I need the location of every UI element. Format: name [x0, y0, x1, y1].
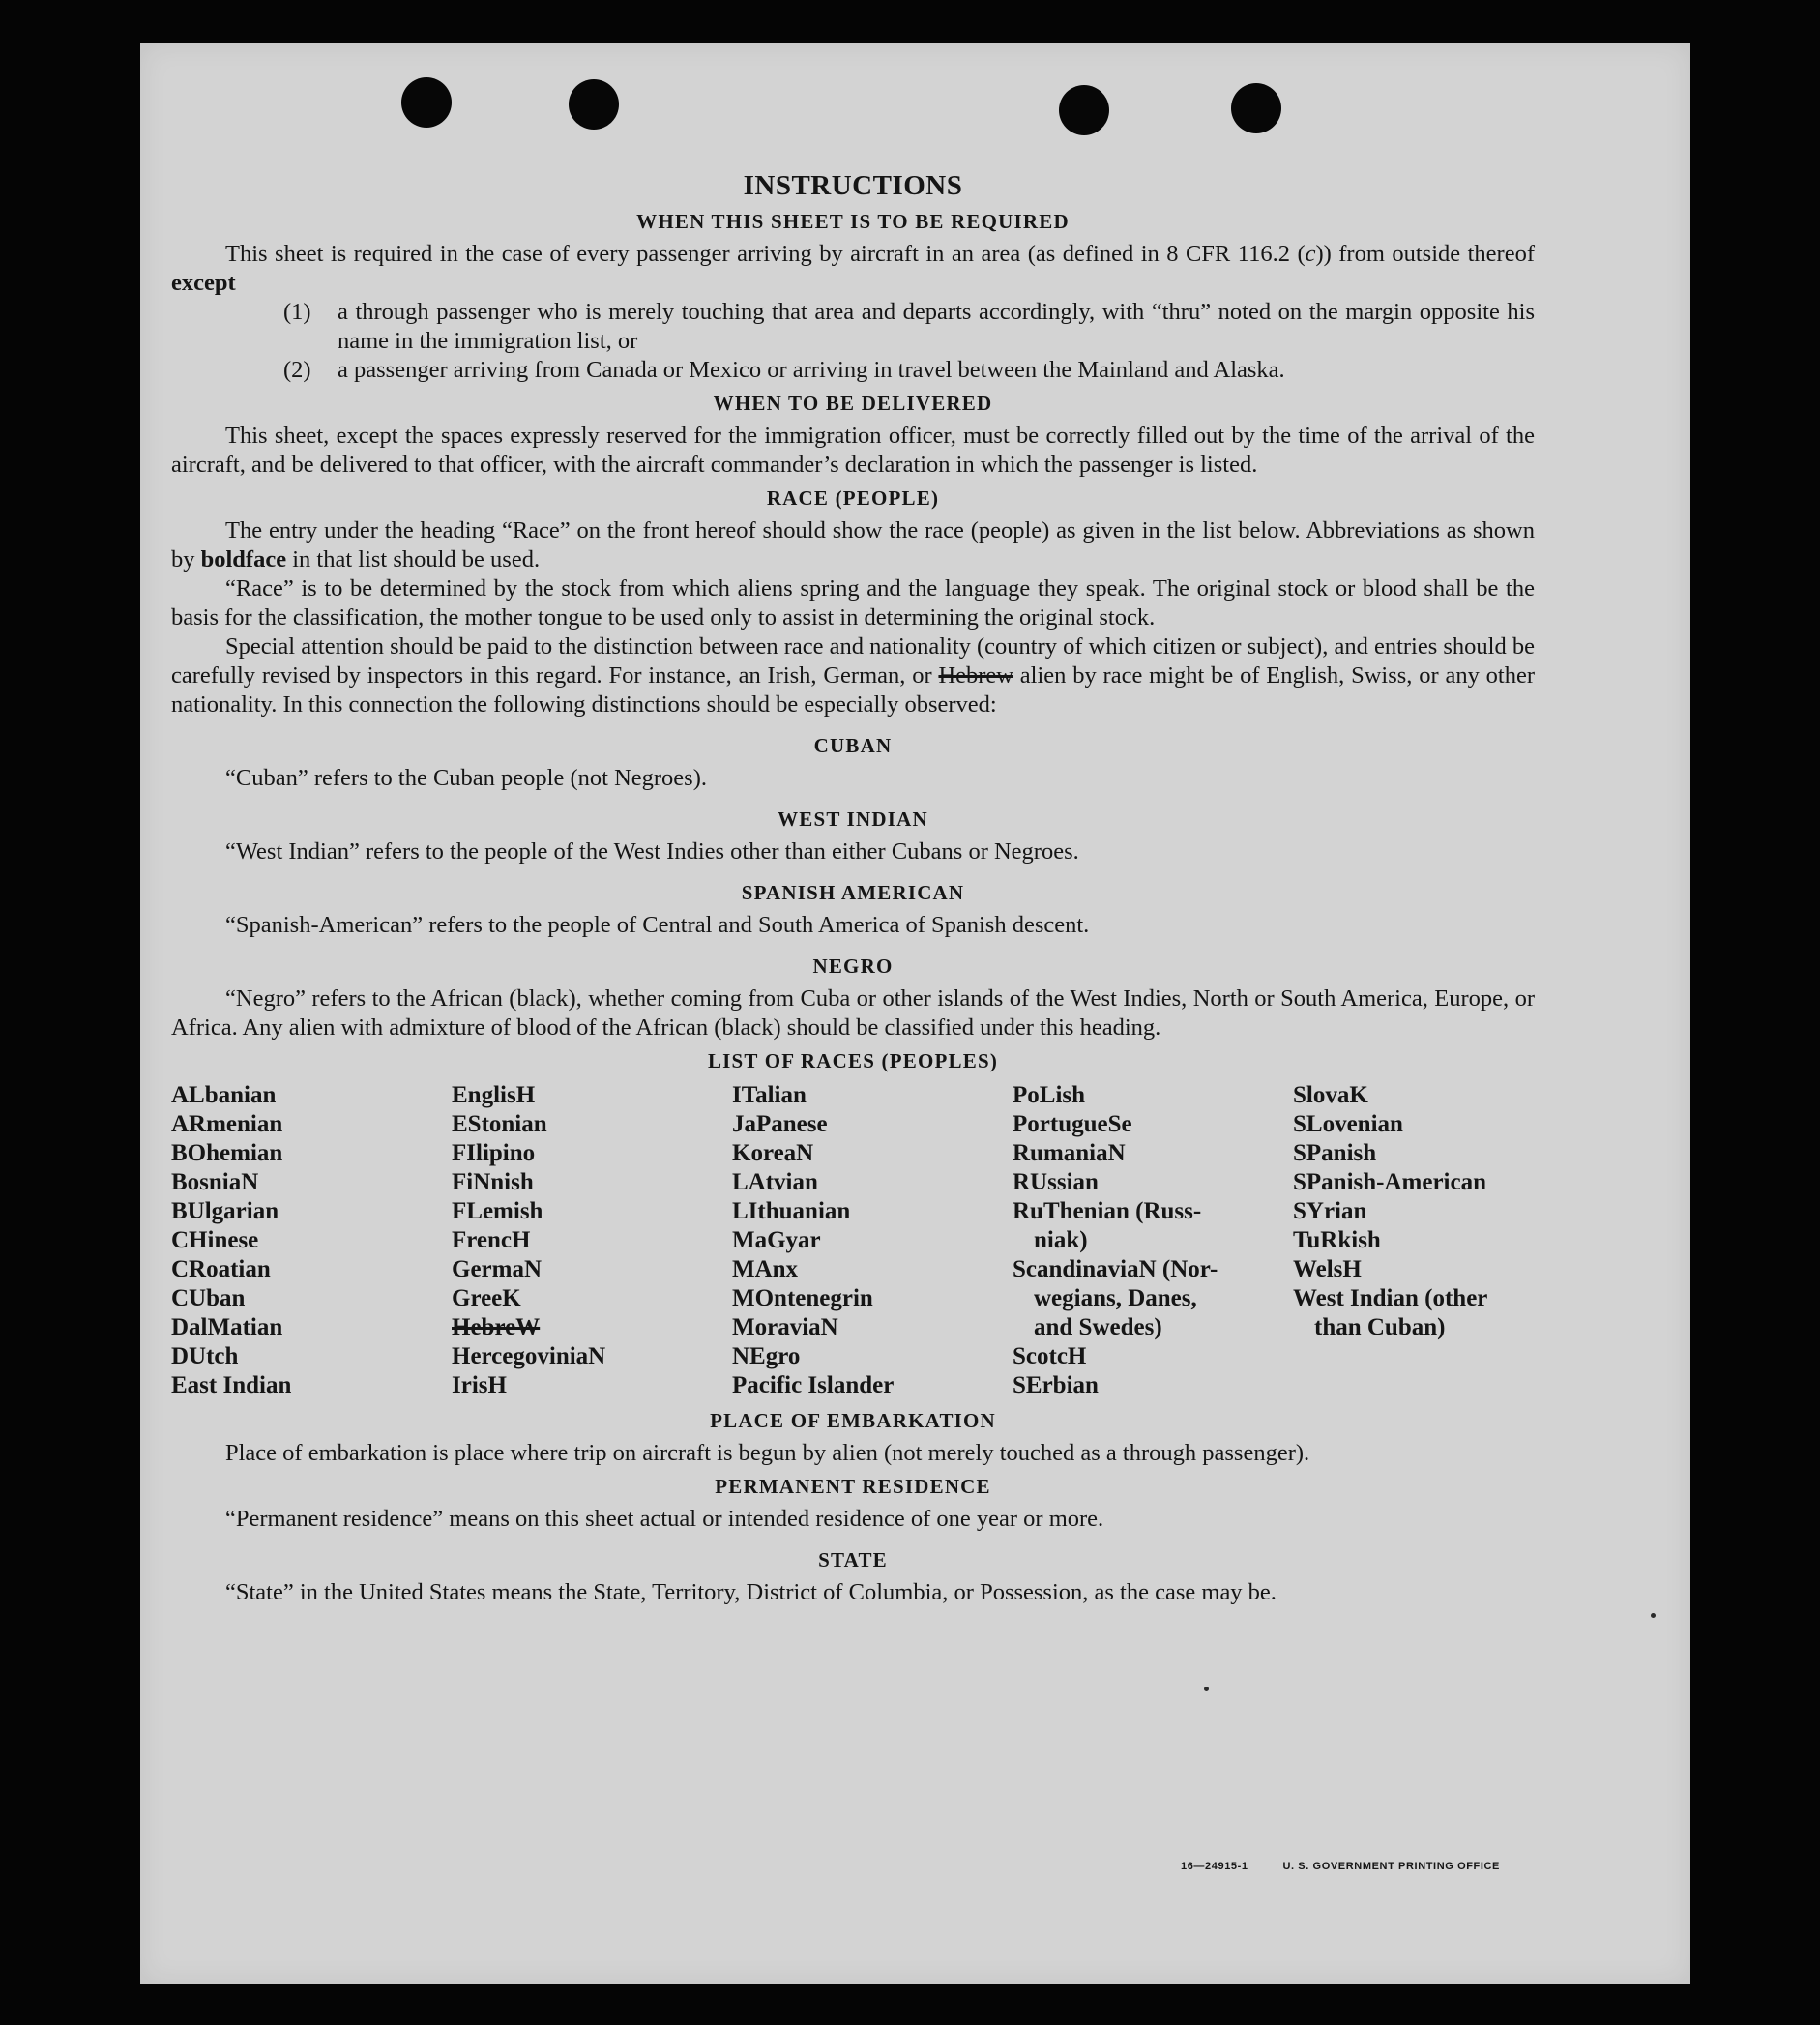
race-entry: PoLish [1013, 1082, 1086, 1108]
item-text: a through passenger who is merely touching that area and departs accordingly, with “thru” noted on the margin opposite his name in the immigration list, or [338, 299, 1535, 354]
race-entry: EnglisH [452, 1082, 536, 1108]
cuban-text: “Cuban” refers to the Cuban people (not Negroes). [225, 765, 707, 791]
race-entry: ScotcH [1013, 1343, 1087, 1369]
heading-spanish-american: SPANISH AMERICAN [741, 881, 965, 904]
printer-name: U. S. GOVERNMENT PRINTING OFFICE [1282, 1861, 1500, 1872]
race-entry: RUssian [1013, 1169, 1099, 1195]
race-entry: FLemish [452, 1198, 543, 1224]
heading-when-delivered: WHEN TO BE DELIVERED [713, 392, 993, 415]
west-indian-text: “West Indian” refers to the people of the West Indies other than either Cubans or Negroes. [225, 838, 1079, 865]
race-entry: CRoatian [171, 1256, 271, 1282]
item-number: (2) [283, 357, 311, 383]
spanish-american-text: “Spanish-American” refers to the people of Central and South America of Spanish descent. [225, 912, 1090, 938]
race-entry: GermaN [452, 1256, 543, 1282]
race-entry: FiNnish [452, 1169, 534, 1195]
intro-except: except [171, 270, 236, 296]
race-entry: JaPanese [732, 1111, 828, 1137]
intro-text-a: This sheet is required in the case of every passenger arriving by aircraft in an area (as defined in 8 CFR 116.2 ( [225, 241, 1306, 267]
race-entry: RumaniaN [1013, 1140, 1126, 1166]
race-entry: MOntenegrin [732, 1285, 873, 1311]
punch-hole-4 [1231, 83, 1281, 133]
races-column-2 [452, 1081, 732, 1400]
race-entry: SLovenian [1293, 1111, 1403, 1137]
race-entry: TuRkish [1293, 1227, 1381, 1253]
intro-cfr-clause: c [1305, 241, 1316, 267]
page-title: INSTRUCTIONS [743, 170, 963, 201]
heading-embarkation: PLACE OF EMBARKATION [710, 1409, 996, 1432]
race-entry: FIlipino [452, 1140, 536, 1166]
race-entry: PortugueSe [1013, 1111, 1132, 1137]
race-entry: CHinese [171, 1227, 259, 1253]
race-entry: LIthuanian [732, 1198, 851, 1224]
speck [1651, 1613, 1656, 1618]
struck-word: Hebrew [938, 662, 1013, 689]
races-list [171, 1081, 1535, 1400]
race-paragraph-2: “Race” is to be determined by the stock from which aliens spring and the language they speak. The original stock or blood shall be the basis for the classification, the mother tongue to be used only to assist in determining the original stock. [171, 575, 1535, 631]
heading-west-indian: WEST INDIAN [778, 807, 928, 831]
race-entry-continued: and Swedes) [1034, 1314, 1162, 1340]
race-entry: FrencH [452, 1227, 531, 1253]
punch-hole-1 [401, 77, 452, 128]
exception-item [283, 298, 1535, 356]
heading-negro: NEGRO [812, 954, 894, 978]
race-entry: RuThenian (Russ- [1013, 1198, 1202, 1224]
race-entry: East Indian [171, 1372, 292, 1398]
race-entry-continued: wegians, Danes, [1034, 1285, 1197, 1311]
race-paragraph-1 [171, 516, 1535, 574]
punch-hole-3 [1059, 85, 1109, 135]
heading-permanent-residence: PERMANENT RESIDENCE [715, 1475, 991, 1498]
document-sheet [140, 43, 1690, 1984]
race-entry: IrisH [452, 1372, 507, 1398]
race-entry: DalMatian [171, 1314, 283, 1340]
race-entry: CUban [171, 1285, 246, 1311]
race-entry-continued: niak) [1034, 1227, 1088, 1253]
race-entry: ScandinaviaN (Nor- [1013, 1256, 1218, 1282]
race-p1-text-end: in that list should be used. [286, 546, 541, 572]
races-column-3 [732, 1081, 1013, 1400]
heading-list-of-races: LIST OF RACES (PEOPLES) [707, 1049, 999, 1072]
when-delivered-text: This sheet, except the spaces expressly reserved for the immigration officer, must be correctly filled out by the time of the arrival of the aircraft, and be delivered to that officer, with the aircraft commander’s declaration in which the passenger is listed. [171, 423, 1535, 478]
race-p3-text: Special attention should be paid to the distinction between race and nationality (country of which citizen or subject), and entries should be carefully revised by inspectors in this regard. For instance, an Irish, German, or [171, 633, 1535, 689]
races-column-4 [1013, 1081, 1293, 1400]
race-entry: BUlgarian [171, 1198, 279, 1224]
exception-list [283, 298, 1535, 385]
heading-race: RACE (PEOPLE) [766, 486, 940, 510]
residence-text: “Permanent residence” means on this sheet actual or intended residence of one year or more. [225, 1506, 1104, 1532]
race-entry: DUtch [171, 1343, 239, 1369]
negro-text: “Negro” refers to the African (black), whether coming from Cuba or other islands of the West Indies, North or South America, Europe, or Africa. Any alien with admixture of blood of the African (black) should be classified under this heading. [171, 985, 1535, 1041]
race-entry: SPanish [1293, 1140, 1377, 1166]
form-number: 16—24915-1 [1181, 1861, 1248, 1872]
race-entry: SPanish-American [1293, 1169, 1486, 1195]
race-entry: KoreaN [732, 1140, 814, 1166]
race-entry: SErbian [1013, 1372, 1099, 1398]
printer-imprint [1181, 1861, 1500, 1872]
race-entry: MAnx [732, 1256, 799, 1282]
race-entry: MoraviaN [732, 1314, 838, 1340]
race-entry: West Indian (other [1293, 1285, 1488, 1311]
race-entry: ARmenian [171, 1111, 283, 1137]
race-entry: NEgro [732, 1343, 801, 1369]
races-column-5 [1293, 1081, 1573, 1400]
heading-state: STATE [818, 1548, 888, 1571]
heading-when-required: WHEN THIS SHEET IS TO BE REQUIRED [636, 210, 1070, 233]
intro-text-b: )) from outside thereof [1315, 241, 1535, 267]
race-entry: Pacific Islander [732, 1372, 895, 1398]
race-entry: GreeK [452, 1285, 521, 1311]
race-entry-continued: than Cuban) [1314, 1314, 1446, 1340]
race-entry: ITalian [732, 1082, 807, 1108]
race-entry: MaGyar [732, 1227, 821, 1253]
heading-cuban: CUBAN [813, 734, 893, 757]
race-paragraph-3 [171, 632, 1535, 719]
race-p1-bold: boldface [200, 546, 287, 572]
race-entry: BOhemian [171, 1140, 283, 1166]
race-entry: HercegoviniaN [452, 1343, 606, 1369]
instructions-text [171, 168, 1535, 1607]
item-text: a passenger arriving from Canada or Mexico or arriving in travel between the Mainland and Alaska. [338, 357, 1285, 383]
state-text: “State” in the United States means the State, Territory, District of Columbia, or Possession, as the case may be. [225, 1579, 1277, 1605]
races-column-1 [171, 1081, 452, 1400]
item-number: (1) [283, 299, 311, 325]
race-entry: SlovaK [1293, 1082, 1368, 1108]
speck [1204, 1687, 1209, 1691]
when-required-intro [171, 240, 1535, 298]
race-entry: LAtvian [732, 1169, 818, 1195]
race-entry: EStonian [452, 1111, 547, 1137]
race-entry: WelsH [1293, 1256, 1362, 1282]
race-entry: SYrian [1293, 1198, 1367, 1224]
punch-hole-2 [569, 79, 619, 130]
race-p1-text: The entry under the heading “Race” on the front hereof should show the race (people) as given in the list below. Abbreviations as shown by [171, 517, 1535, 572]
race-entry: BosniaN [171, 1169, 259, 1195]
embarkation-text: Place of embarkation is place where trip on aircraft is begun by alien (not merely touched as a through passenger). [225, 1440, 1310, 1466]
race-p3-text-end: alien by race might be of English, Swiss, or any other nationality. In this connection the following distinctions should be especially observed: [171, 662, 1535, 718]
race-entry: ALbanian [171, 1082, 277, 1108]
exception-item [283, 356, 1535, 385]
race-entry-struck: HebreW [452, 1314, 541, 1340]
